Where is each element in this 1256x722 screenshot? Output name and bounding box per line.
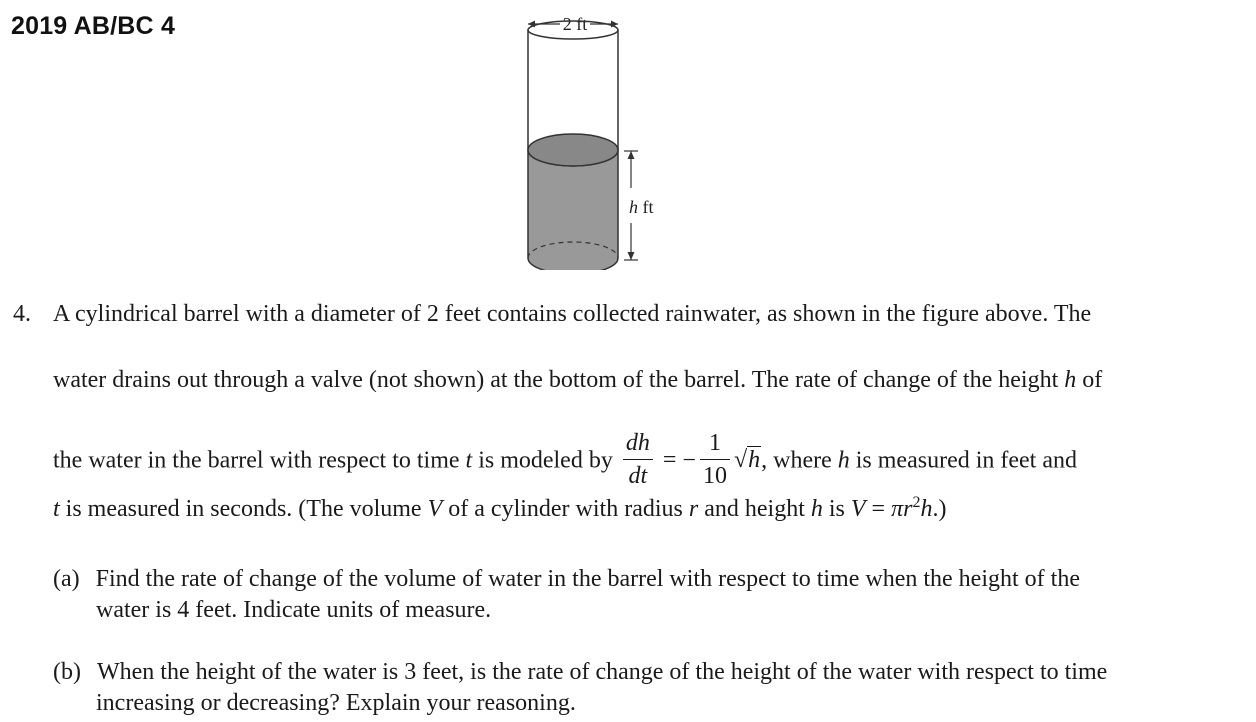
line4-var-t: t <box>53 496 60 522</box>
height-arrowhead-bottom <box>628 252 635 260</box>
water-body <box>528 150 618 270</box>
line4-var-V: V <box>427 496 443 522</box>
formula-exponent: 2 <box>912 494 921 511</box>
part-a-text-1: Find the rate of change of the volume of water in the barrel with respect to time when the height of the <box>95 566 1080 592</box>
height-label <box>629 197 654 217</box>
sqrt-radicand: h <box>748 447 761 474</box>
line4-var-r: r <box>688 496 699 522</box>
line2-text-a: water drains out through a valve (not shown) at the bottom of the barrel. The rate of change of the height <box>53 367 1065 393</box>
line3-text-c: , where <box>761 447 838 474</box>
problem-line-3 <box>53 432 1077 492</box>
page-title: 2019 AB/BC 4 <box>11 12 176 40</box>
line3-var-h: h <box>837 447 850 474</box>
dh-dt-denominator: dt <box>628 463 648 490</box>
sqrt-symbol: √ <box>733 447 748 474</box>
line3-var-t: t <box>465 447 473 474</box>
line4-text-end: .) <box>932 496 947 522</box>
part-b-label: (b) <box>53 659 81 685</box>
line3-text-a: the water in the barrel with respect to time <box>53 447 466 474</box>
height-label-var: h <box>629 197 638 217</box>
problem-line-2 <box>53 368 1102 392</box>
part-a-line-1 <box>53 567 1080 591</box>
coefficient-fraction <box>700 430 730 490</box>
coefficient-numerator: 1 <box>700 430 730 460</box>
problem-line-1: A cylindrical barrel with a diameter of 2 feet contains collected rainwater, as shown in the figure above. The <box>53 301 1092 327</box>
part-b-text-1: When the height of the water is 3 feet, is the rate of change of the height of the water with respect to time <box>96 659 1108 685</box>
question-number: 4. <box>13 301 31 327</box>
barrel-diagram <box>520 8 670 270</box>
minus-sign: − <box>682 447 696 474</box>
formula-equals: = <box>865 496 892 522</box>
line3-text-b: is modeled by <box>472 447 619 474</box>
dh-dt-numerator: dh <box>623 430 653 460</box>
formula-h: h <box>920 496 933 522</box>
barrel-figure <box>520 8 670 270</box>
line4-text-a: is measured in seconds. (The volume <box>59 496 428 522</box>
equals-sign: = <box>662 447 677 474</box>
formula-V: V <box>850 496 866 522</box>
line4-text-d: is <box>822 496 851 522</box>
sqrt-h <box>734 448 761 472</box>
line2-text-b: of <box>1076 367 1103 393</box>
formula-pi-r: πr <box>891 496 913 522</box>
part-b-line-1 <box>53 660 1107 684</box>
diameter-label: 2 ft <box>562 14 588 34</box>
line4-var-h: h <box>810 496 823 522</box>
dh-dt-fraction <box>623 430 653 490</box>
part-a-line-2: water is 4 feet. Indicate units of measure. <box>96 597 492 623</box>
line2-var-h: h <box>1064 367 1077 393</box>
part-b-line-2: increasing or decreasing? Explain your reasoning. <box>96 690 576 716</box>
height-label-unit: ft <box>638 197 654 217</box>
problem-line-4 <box>53 494 947 522</box>
line4-text-c: and height <box>698 496 811 522</box>
coefficient-denominator: 10 <box>702 463 727 490</box>
part-a-label: (a) <box>53 566 80 592</box>
line3-text-d: is measured in feet and <box>849 447 1077 474</box>
line4-text-b: of a cylinder with radius <box>442 496 689 522</box>
height-arrowhead-top <box>628 151 635 159</box>
